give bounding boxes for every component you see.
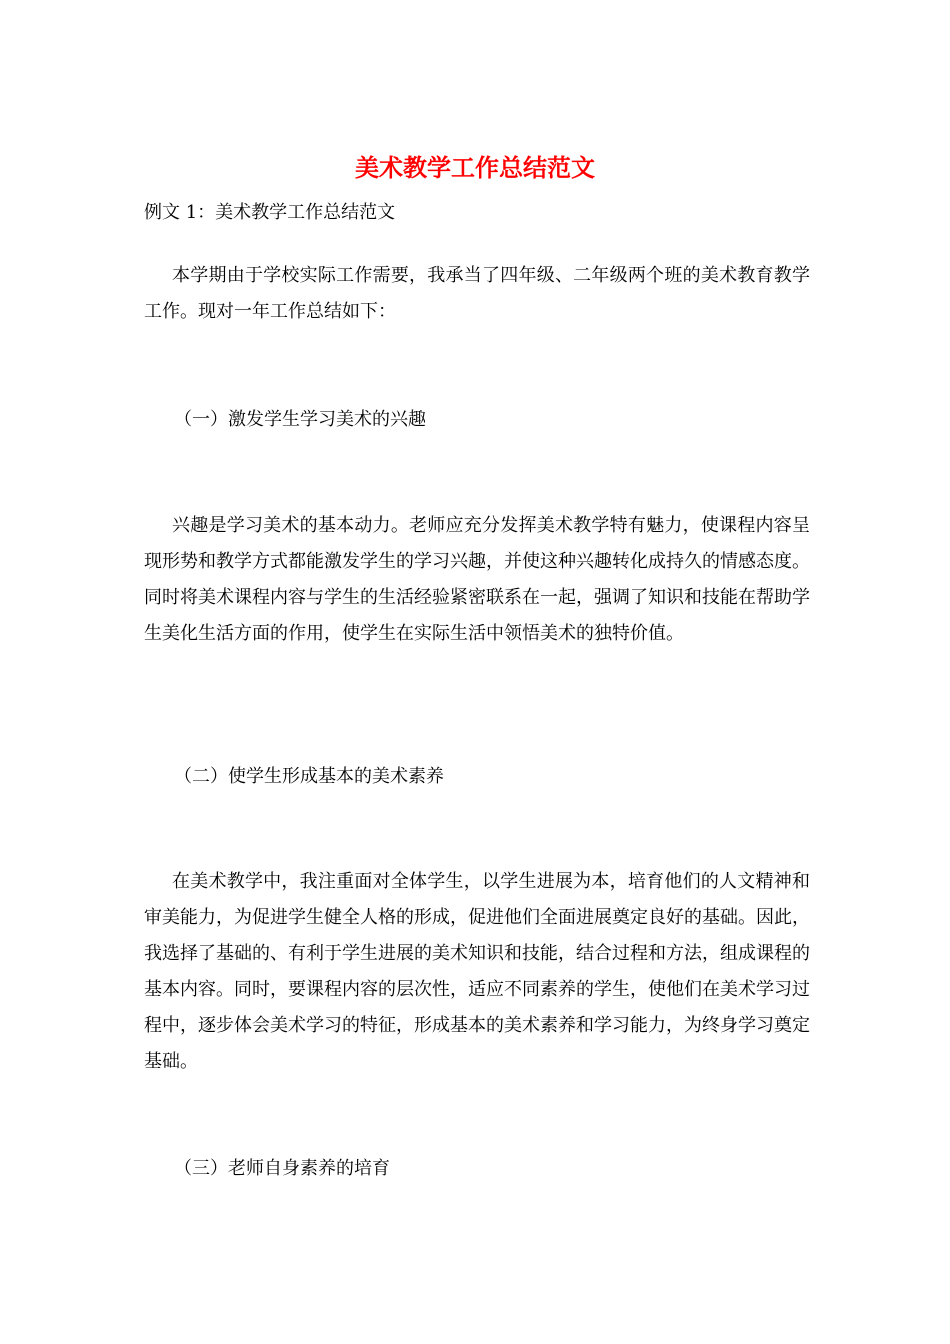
section-2-heading: （二）使学生形成基本的美术素养 <box>174 766 444 787</box>
intro-paragraph: 本学期由于学校实际工作需要，我承当了四年级、二年级两个班的美术教育教学工作。现对一年工作总结如下： <box>144 265 810 322</box>
section-3-heading: （三）老师自身素养的培育 <box>174 1158 390 1179</box>
section-1-heading: （一）激发学生学习美术的兴趣 <box>174 409 426 430</box>
section-2-paragraph: 在美术教学中，我注重面对全体学生，以学生进展为本，培育他们的人文精神和审美能力，为促进学生健全人格的形成，促进他们全面进展奠定良好的基础。因此，我选择了基础的、有利于学生进展的美术知识和技能，结合过程和方法，组成课程的基本内容。同时，要课程内容的层次性，适应不同素养的学生，使他们在美术学习过程中，逐步体会美术学习的特征，形成基本的美术素养和学习能力，为终身学习奠定基础。 <box>144 871 810 1072</box>
document-subtitle: 例文 1：美术教学工作总结范文 <box>144 202 396 223</box>
section-1-paragraph: 兴趣是学习美术的基本动力。老师应充分发挥美术教学特有魅力，使课程内容呈现形势和教学方式都能激发学生的学习兴趣，并使这种兴趣转化成持久的情感态度。同时将美术课程内容与学生的生活经验紧密联系在一起，强调了知识和技能在帮助学生美化生活方面的作用，使学生在实际生活中领悟美术的独特价值。 <box>144 515 810 644</box>
document-title: 美术教学工作总结范文 <box>355 153 595 182</box>
